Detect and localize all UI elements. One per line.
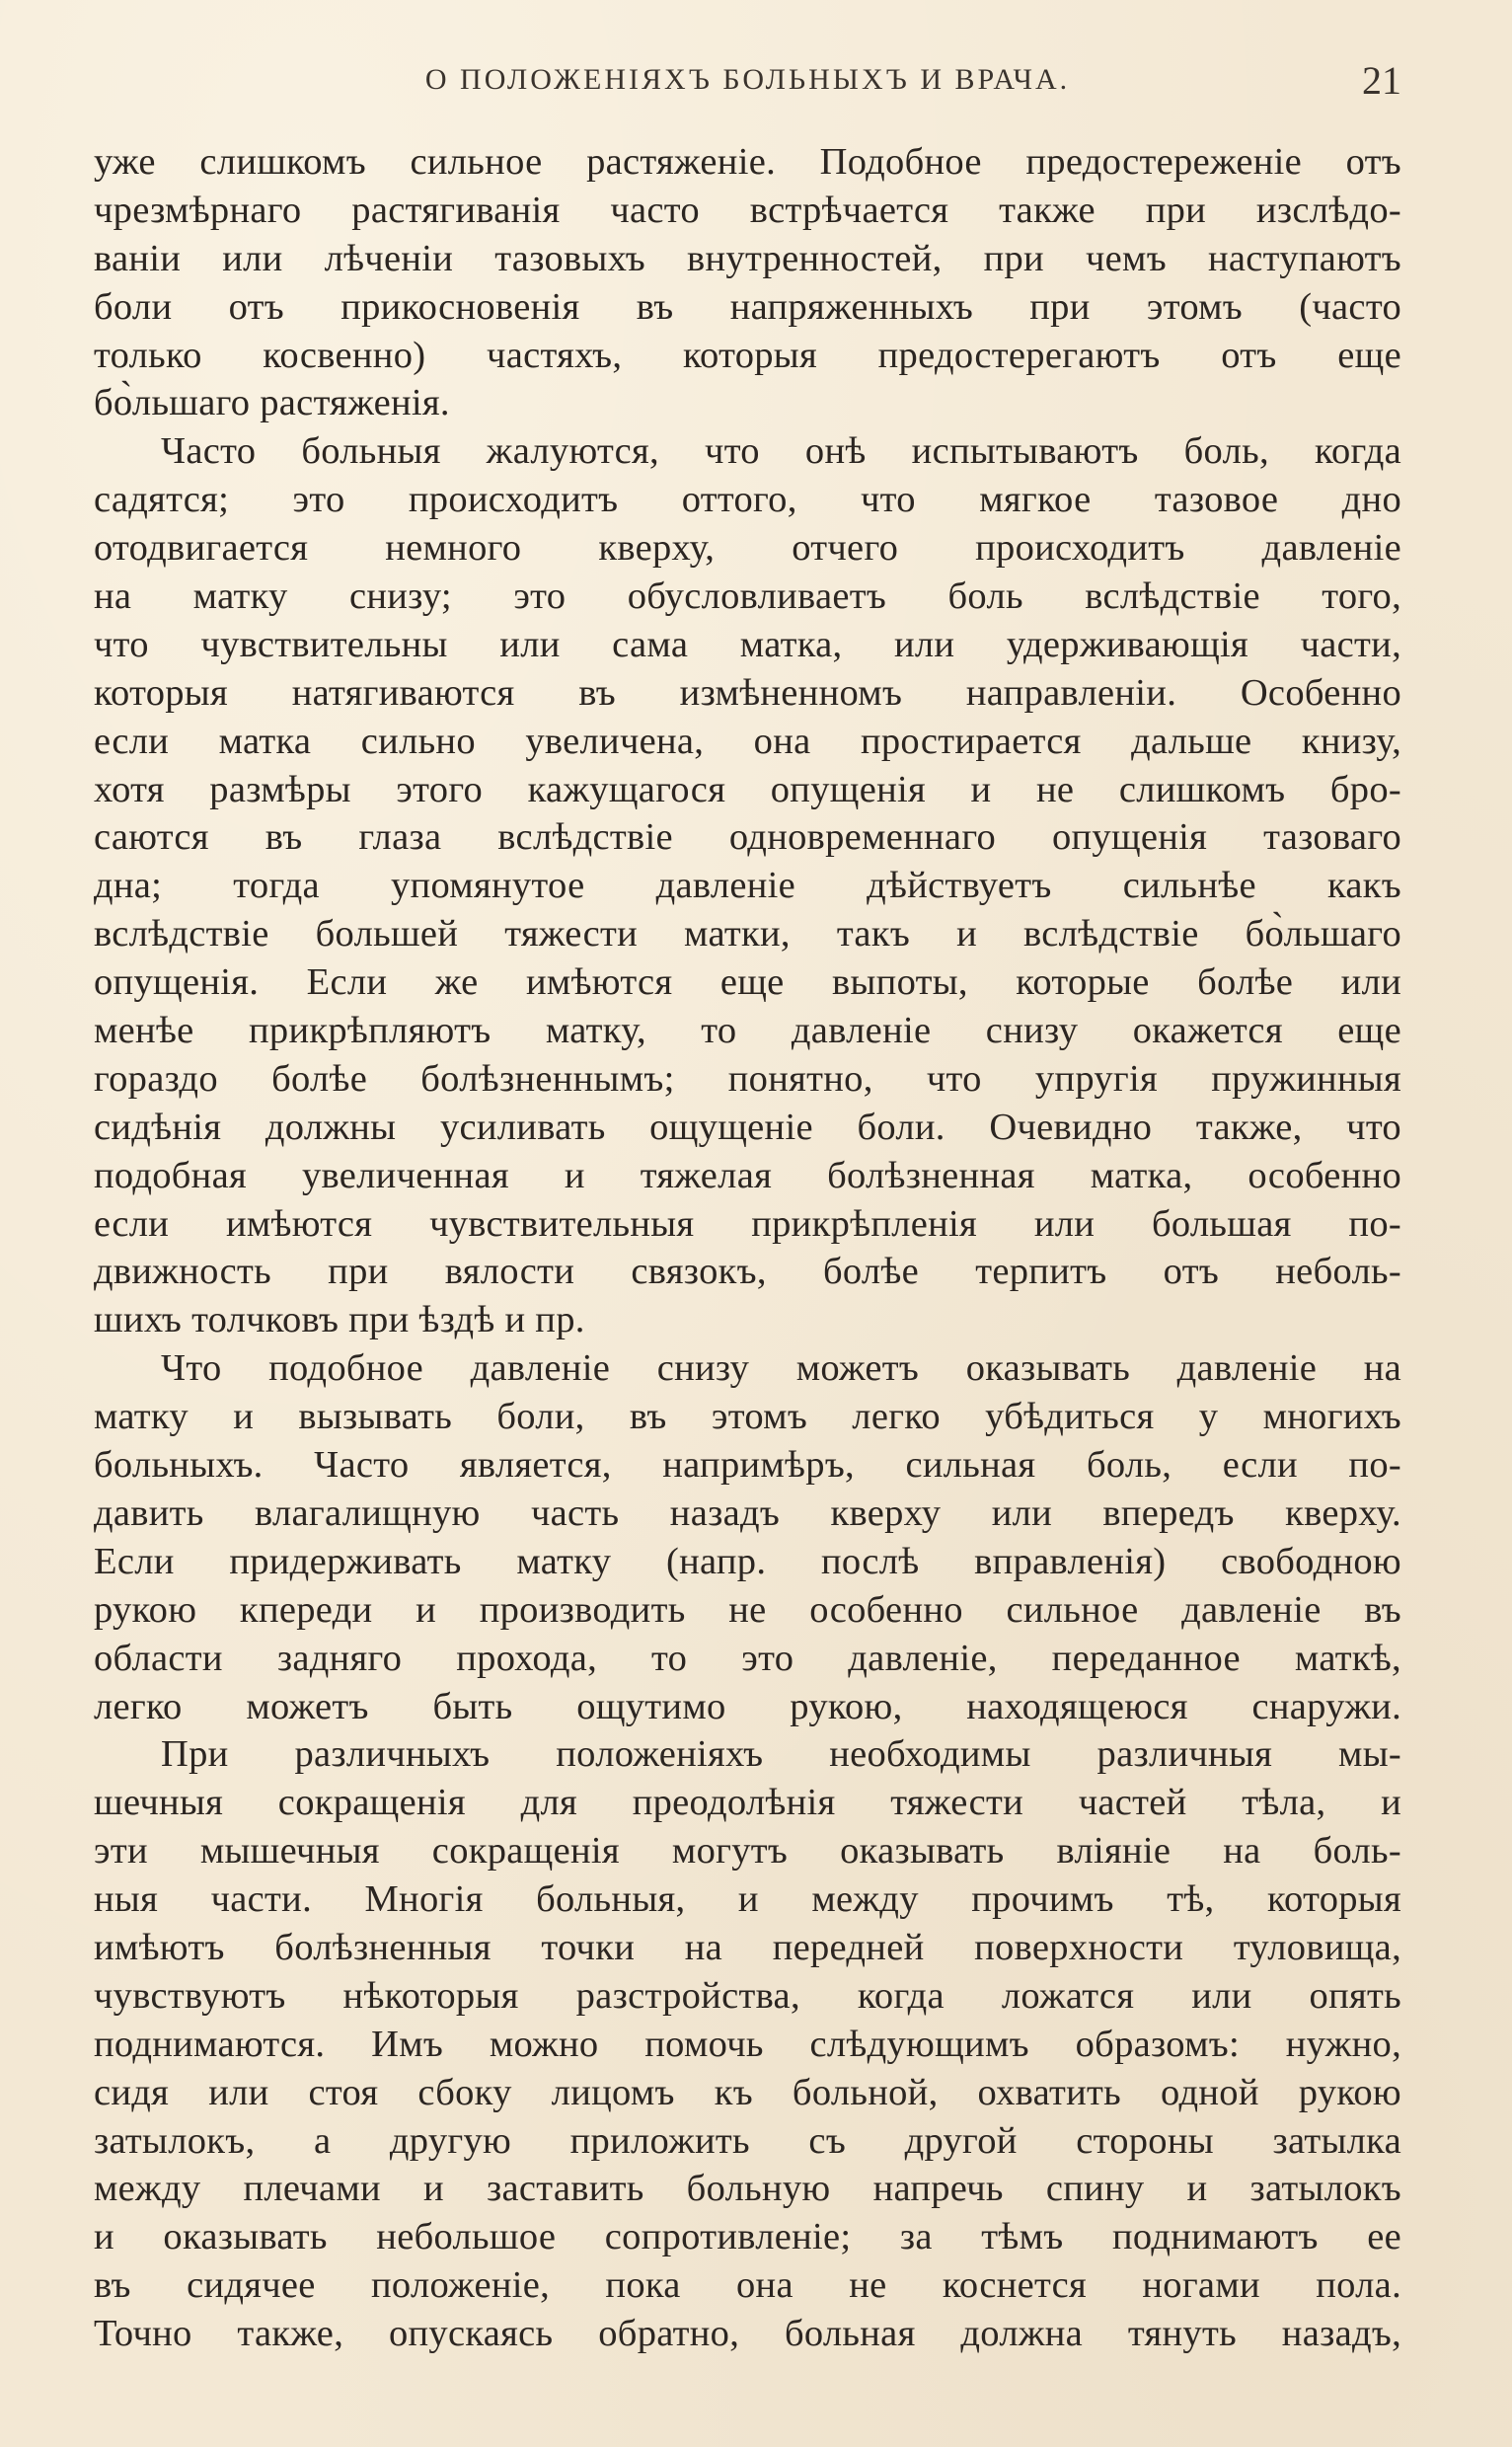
text-line: на матку снизу; это обусловливаетъ боль вслѣдствіе того, <box>94 575 1401 618</box>
text-line: уже слишкомъ сильное растяженіе. Подобное предостереженіе отъ <box>94 141 1401 183</box>
text-line: поднимаются. Имъ можно помочь слѣдующимъ образомъ: нужно, <box>94 2023 1401 2065</box>
text-line: Точно также, опускаясь обратно, больная должна тянуть назадъ, <box>94 2313 1401 2355</box>
running-title: О ПОЛОЖЕНІЯХЪ БОЛЬНЫХЪ И ВРАЧА. <box>424 63 1071 96</box>
body-text <box>94 138 1401 2409</box>
text-line: При различныхъ положеніяхъ необходимы различныя мы- <box>161 1733 1401 1776</box>
text-line: шихъ толчковъ при ѣздѣ и пр. <box>94 1299 585 1341</box>
page-number: 21 <box>1362 58 1401 103</box>
text-line: ныя части. Многія больныя, и между прочимъ тѣ, которыя <box>94 1878 1401 1921</box>
text-line: легко можетъ быть ощутимо рукою, находящеюся снаружи. <box>94 1685 1401 1727</box>
text-line: чрезмѣрнаго растягиванія часто встрѣчается также при изслѣдо- <box>94 189 1401 231</box>
text-line: имѣютъ болѣзненныя точки на передней поверхности туловища, <box>94 1926 1401 1968</box>
text-line: гораздо болѣе болѣзненнымъ; понятно, что упругія пружинныя <box>94 1057 1401 1100</box>
text-line: рукою кпереди и производить не особенно сильное давленіе въ <box>94 1588 1401 1631</box>
text-line: садятся; это происходитъ оттого, что мягкое тазовое дно <box>94 479 1401 521</box>
text-line: саются въ глаза вслѣдствіе одновременнаго опущенія тазоваго <box>94 816 1401 859</box>
text-line: дна; тогда упомянутое давленіе дѣйствуетъ сильнѣе какъ <box>94 865 1401 907</box>
text-line: сидѣнія должны усиливать ощущеніе боли. Очевидно также, что <box>94 1106 1401 1148</box>
text-line: которыя натягиваются въ измѣненномъ направленіи. Особенно <box>94 671 1401 714</box>
running-head <box>94 57 1401 107</box>
text-line: боли отъ прикосновенія въ напряженныхъ при этомъ (часто <box>94 285 1401 328</box>
text-line: давить влагалищную часть назадъ кверху или впередъ кверху. <box>94 1491 1401 1534</box>
text-line: больныхъ. Часто является, напримѣръ, сильная боль, если по- <box>94 1444 1401 1487</box>
text-line: менѣе прикрѣпляютъ матку, то давленіе снизу окажется еще <box>94 1010 1401 1052</box>
text-line: въ сидячее положеніе, пока она не коснется ногами пола. <box>94 2264 1401 2307</box>
text-line: только косвенно) частяхъ, которыя предостерегаютъ отъ еще <box>94 334 1401 376</box>
text-line: движность при вялости связокъ, болѣе терпитъ отъ неболь- <box>94 1251 1401 1293</box>
text-line: эти мышечныя сокращенія могутъ оказывать вліяніе на боль- <box>94 1830 1401 1873</box>
text-line: если матка сильно увеличена, она простирается дальше книзу, <box>94 720 1401 762</box>
text-line: сидя или стоя сбоку лицомъ къ больной, охватить одной рукою <box>94 2071 1401 2113</box>
text-line: подобная увеличенная и тяжелая болѣзненная матка, особенно <box>94 1154 1401 1196</box>
text-line: Если придерживать матку (напр. послѣ вправленія) свободною <box>94 1540 1401 1582</box>
text-line: хотя размѣры этого кажущагося опущенія и не слишкомъ бро- <box>94 768 1401 810</box>
text-line: Что подобное давленіе снизу можетъ оказывать давленіе на <box>161 1347 1401 1390</box>
text-line: опущенія. Если же имѣются еще выпоты, которые болѣе или <box>94 961 1401 1004</box>
text-line: Часто больныя жалуются, что онѣ испытываютъ боль, когда <box>161 430 1401 473</box>
text-line: между плечами и заставить больную напречь спину и затылокъ <box>94 2168 1401 2210</box>
text-line: и оказывать небольшое сопротивленіе; за тѣмъ поднимаютъ ее <box>94 2216 1401 2258</box>
text-line: бо̀льшаго растяженія. <box>94 382 450 424</box>
text-line: чувствуютъ нѣкоторыя разстройства, когда ложатся или опять <box>94 1974 1401 2017</box>
text-line: отодвигается немного кверху, отчего происходитъ давленіе <box>94 527 1401 570</box>
text-line: матку и вызывать боли, въ этомъ легко убѣдиться у многихъ <box>94 1396 1401 1438</box>
text-line: затылокъ, а другую приложить съ другой стороны затылка <box>94 2119 1401 2162</box>
text-line: ваніи или лѣченіи тазовыхъ внутренностей, при чемъ наступаютъ <box>94 237 1401 279</box>
text-line: что чувствительны или сама матка, или удерживающія части, <box>94 623 1401 665</box>
text-line: вслѣдствіе большей тяжести матки, такъ и вслѣдствіе бо̀льшаго <box>94 913 1401 956</box>
text-line: если имѣются чувствительныя прикрѣпленія или большая по- <box>94 1202 1401 1245</box>
text-line: шечныя сокращенія для преодолѣнія тяжести частей тѣла, и <box>94 1782 1401 1824</box>
text-line: области задняго прохода, то это давленіе, переданное маткѣ, <box>94 1637 1401 1679</box>
